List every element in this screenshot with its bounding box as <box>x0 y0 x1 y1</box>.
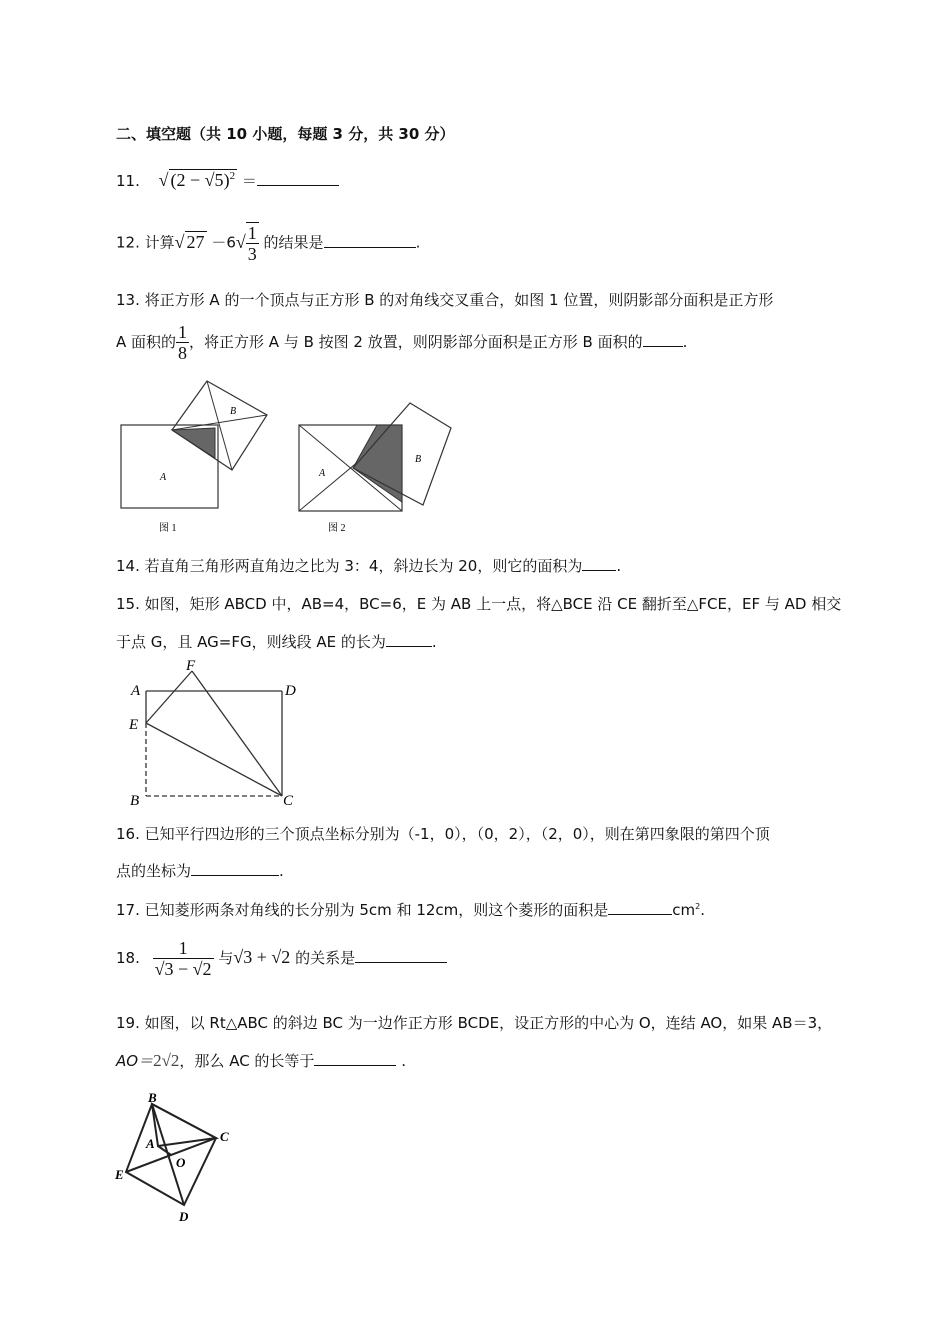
minus-coef: －6 <box>211 233 236 252</box>
figure-1 <box>115 376 275 536</box>
question-number: 11. <box>116 172 140 190</box>
period: . <box>616 557 622 575</box>
label-b: B <box>415 454 422 465</box>
question-text: 计算 <box>144 233 175 252</box>
question-15-line1 <box>116 593 841 614</box>
expression: √3 + √2 <box>233 947 291 967</box>
question-18 <box>116 938 447 979</box>
period: . <box>700 901 706 919</box>
sqrt-inner: 2 − √5 <box>176 170 224 190</box>
question-12 <box>116 222 420 264</box>
question-text: 19. 如图，以 Rt△ABC 的斜边 BC 为一边作正方形 BCDE，设正方形的中心为 O，连结 AO，如果 AB＝3， <box>116 1014 833 1032</box>
question-15-line2 <box>116 631 437 652</box>
question-text: 的结果是 <box>263 233 324 252</box>
answer-blank[interactable] <box>314 1051 396 1066</box>
segment-ao <box>158 1146 171 1155</box>
sqrt-fraction: √ <box>235 231 246 252</box>
question-text: 15. 如图，矩形 ABCD 中，AB=4，BC=6，E 为 AB 上一点，将△BCE 沿 CE 翻折至△FCE，EF 与 AD 相交 <box>116 595 842 613</box>
label-b: B <box>148 1090 157 1105</box>
exponent: 2 <box>229 170 236 182</box>
answer-blank[interactable] <box>355 948 447 963</box>
question-text: 于点 G，且 AG=FG，则线段 AE 的长为 <box>116 633 386 651</box>
label-e: E <box>129 717 139 733</box>
period: . <box>401 1052 406 1070</box>
question-19-line2 <box>116 1050 406 1071</box>
question-number: 18. <box>116 949 140 967</box>
fraction-reciprocal: $\frac{1}{√3 - √2}$ <box>154 938 212 979</box>
figure-q15 <box>125 655 310 810</box>
label-b: B <box>230 406 237 417</box>
triangle-abc <box>152 1104 216 1146</box>
label-b: B <box>130 793 140 809</box>
question-19-line1 <box>116 1012 832 1033</box>
label-a: A <box>131 683 141 699</box>
period: . <box>682 333 688 351</box>
equals-sign: ＝ <box>241 172 257 190</box>
question-13-line2 <box>116 322 687 363</box>
question-text: 将正方形 A 的一个顶点与正方形 B 的对角线交叉重合，如图 1 位置，则阴影部分面积是正方形 <box>144 291 774 309</box>
label-a: A <box>160 472 167 483</box>
section-title: 二、填空题（共 10 小题，每题 3 分，共 30 分） <box>116 125 455 143</box>
question-text: ，将正方形 A 与 B 按图 2 放置，则阴影部分面积是正方形 B 面积的 <box>189 333 643 351</box>
figure-caption: 图 2 <box>328 523 346 534</box>
label-c: C <box>283 793 294 809</box>
question-number: 13. <box>116 291 140 309</box>
fraction-1-8: $\frac{1}{8}$ <box>178 322 188 363</box>
question-number: 12. <box>116 233 140 252</box>
label-d: D <box>285 683 296 699</box>
answer-blank[interactable] <box>257 171 339 186</box>
question-text: AO＝ <box>116 1052 154 1070</box>
period: . <box>415 233 421 252</box>
question-text: ，那么 AC 的长等于 <box>179 1052 315 1070</box>
fraction-1-3: $\frac{1}{3}$ <box>247 223 257 264</box>
question-text: 的关系是 <box>295 949 356 967</box>
label-c: C <box>220 1129 229 1144</box>
question-13-line1 <box>116 289 773 310</box>
question-text: A 面积的 <box>116 333 177 351</box>
figure-q19 <box>112 1088 247 1228</box>
sqrt-27: √ 27 <box>174 231 205 252</box>
ao-value: 2√2 <box>153 1051 180 1070</box>
question-text: 17. 已知菱形两条对角线的长分别为 5cm 和 12cm，则这个菱形的面积是 <box>116 901 609 919</box>
answer-blank[interactable] <box>386 632 432 647</box>
question-text: 16. 已知平行四边形的三个顶点坐标分别为（-1，0），（0，2），（2，0），则在第四象限的第四个顶 <box>116 825 770 843</box>
label-e: E <box>115 1167 124 1182</box>
answer-blank[interactable] <box>191 861 279 876</box>
segment-ef <box>146 671 192 723</box>
unit-exponent: 2 <box>695 902 701 911</box>
answer-blank[interactable] <box>582 556 616 571</box>
label-a: A <box>319 468 326 479</box>
label-o: O <box>176 1155 186 1170</box>
figure-2 <box>293 398 458 538</box>
question-text: 与 <box>218 949 234 967</box>
figure-caption: 图 1 <box>159 523 177 534</box>
question-14 <box>116 555 621 576</box>
label-d: D <box>179 1209 189 1224</box>
answer-blank[interactable] <box>643 332 683 347</box>
label-f: F <box>186 658 196 674</box>
question-text: 点的坐标为 <box>116 862 192 880</box>
period: . <box>279 862 284 880</box>
sqrt-expression: √ $(2 - √5)^2$ <box>158 170 236 190</box>
label-a: A <box>146 1136 155 1151</box>
question-16-line2 <box>116 860 284 881</box>
question-text: 14. 若直角三角形两直角边之比为 3：4，斜边长为 20，则它的面积为 <box>116 557 583 575</box>
question-17 <box>116 899 705 920</box>
answer-blank[interactable] <box>324 233 416 248</box>
shaded-region <box>172 428 215 458</box>
question-11 <box>116 170 339 191</box>
diagonal <box>172 415 267 430</box>
answer-blank[interactable] <box>608 900 672 915</box>
period: . <box>431 633 437 651</box>
question-16-line1 <box>116 823 770 844</box>
unit: cm <box>672 901 696 919</box>
segment-fc <box>192 671 282 796</box>
segment-ec <box>146 723 282 796</box>
